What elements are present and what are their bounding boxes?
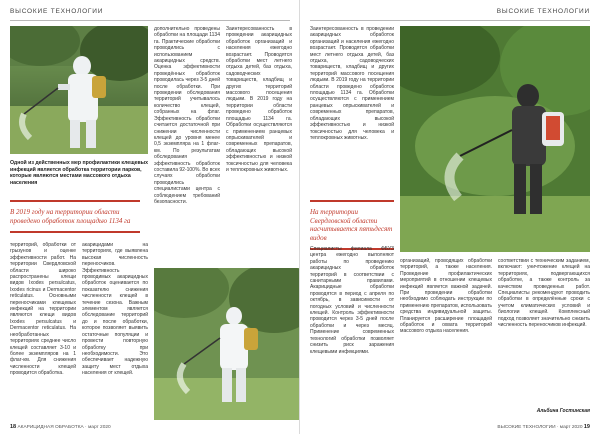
left-page-number: 18 (10, 424, 17, 430)
left-footer (10, 424, 111, 430)
left-spraying-photo (10, 26, 148, 154)
photo-worker-image (154, 268, 300, 420)
left-section-bar (10, 8, 290, 21)
photo-sprayer-image (400, 26, 590, 252)
right-page-number: 19 (583, 424, 590, 430)
right-pull-quote: На территории Свердловской области насчитывается пятьдесят видов (310, 200, 394, 250)
center-column-1: дополнительно проведены обработки на площади 1134 га. Практические обработки проводились с использованием акарицидных средств. Оценка эффективности проведённых обработок проводилась через 3-5 дней после обработки. При проведении обследования территорий учитывалось количество клещей, собранных на флаг. Эффективность обработки считается достаточной при снижении численности клещей до уровня менее 0,5 экземпляра на 1 флаг-км. По результатам обследования эффективность обработок составила 92-100%. Во всех случаях обработки проводились специалистами центра с соблюдением требований безопасности. (154, 26, 220, 205)
right-section-label: ВЫСОКИЕ ТЕХНОЛОГИИ (496, 8, 590, 15)
right-page (300, 0, 600, 434)
right-column-1: Специалисты филиала ФБУЗ центра ежегодно выполняют работы по проведению акарицидных обработок территорий в соответствии с санитарными правилами. Акарицидные обработки проводятся в период с апреля по октябрь, в зависимости от погодных условий и численности клещей. Контроль эффективности проводится через 3-5 дней после обработки и через месяц. Применение современных технологий обработки позволяет снизить риск заражения клещевыми инфекциями. (310, 246, 394, 355)
right-column-2: организаций, проводящих обработки территорий, а также населения. Проведение профилактических мероприятий в отношении клещевых инфекций является важной задачей. При проведении обработки необходимо соблюдать инструкции по применению препаратов, использовать средства индивидуальной защиты. Планируется расширение площадей обработок и охвата территорий массового отдыха населения. (400, 258, 492, 335)
left-pull-quote: В 2019 году на территории области проведено обработок площадью 1134 га (10, 200, 140, 233)
left-footer-text: АКАРИЦИДНАЯ ОБРАБОТКА · март 2020 (17, 425, 111, 430)
center-worker-photo (154, 268, 300, 420)
author-signature: Альбина Гостинская (536, 408, 590, 414)
left-column-1: территорий, обработки от грызунов и оценке эффективности работ. На территории Свердловской области широко распространены клещи видов Ixodes persulcatus, Ixodes ricinus и Dermacentor reticulatus. Основными переносчиками клещевых инфекций на территории являются клещи видов Ixodes persulcatus и Dermacentor reticulatus. На необработанных территориях среднее число клещей составляет 3-10 и более экземпляров на 1 флаг-км. Для снижения численности клещей проводится обработка. (10, 242, 76, 377)
photo-spraying-image (10, 26, 148, 154)
center-column-2: Заинтересованность в проведении акарицидных обработок организаций и населения ежегодно возрастает. Проводятся обработки мест летнего отдыха детей, баз отдыха, садоводческих товариществ, кладбищ и других территорий массового посещения людьми. В 2019 году на территории области проведено обработок площадью 1134 га. Обработки осуществляются с применением ранцевых опрыскивателей и современных препаратов, обладающих высокой эффективностью и низкой токсичностью для человека и теплокровных животных. (226, 26, 292, 173)
left-column-2: акарицидами на территориях, где выявлена высокая численность переносчиков. Эффективность проводимых акарицидных обработок оценивается по показателю снижения численности клещей в течение сезона. Важным элементом является обследование территорий до и после обработки, которое позволяет выявить остаточные популяции и провести повторную обработку при необходимости. Это обеспечивает надежную защиту мест отдыха населения от клещей. (82, 242, 148, 377)
left-section-label: ВЫСОКИЕ ТЕХНОЛОГИИ (10, 8, 104, 15)
right-footer-text: ВЫСОКИЕ ТЕХНОЛОГИИ · март 2020 (497, 425, 583, 430)
right-column-top: Заинтересованность в проведении акарицидных обработок организаций и населения ежегодно возрастает. Проводятся обработки мест летнего отдыха детей, баз отдыха, садоводческих товариществ, кладбищ и других территорий массового посещения людьми. В 2019 году на территории области проведено обработок площадью 1134 га. Обработки осуществляются с применением ранцевых опрыскивателей и современных препаратов, обладающих высокой эффективностью и низкой токсичностью для человека и теплокровных животных. (310, 26, 394, 141)
right-column-3: соответствии с техническим заданием, включают: уничтожение клещей на территориях, подвергающихся обработке, а также контроль за качеством проведенных работ. Специалисты рекомендуют проводить обработки в определённые сроки с учетом климатических условий и биологии клещей. Комплексный подход позволяет значительно снизить численность переносчиков инфекций. (498, 258, 590, 329)
photo-caption: Одной из действенных мер профилактики клещевых инфекций является обработка территории парков, которые являются местами массового отдыха населения (10, 160, 148, 186)
right-spraying-photo (400, 26, 590, 252)
right-footer (497, 424, 590, 430)
right-section-bar (310, 8, 590, 21)
